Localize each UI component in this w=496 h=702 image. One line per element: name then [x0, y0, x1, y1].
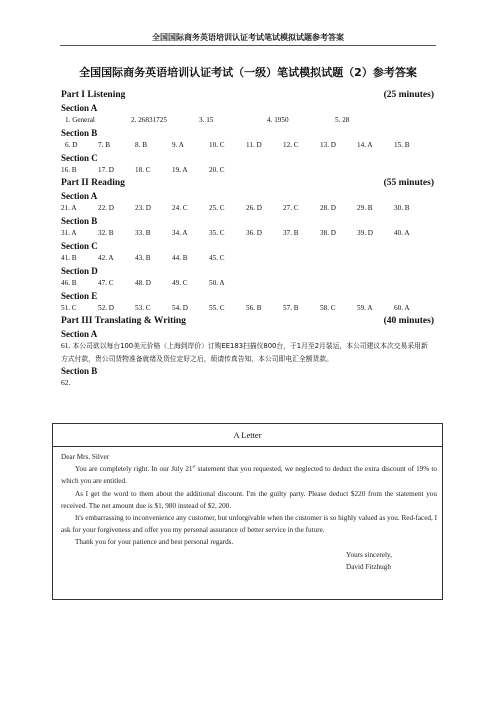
answer-item: 5. 28 [335, 116, 350, 124]
section-heading: Section E [61, 291, 98, 301]
answer-item: 37. B [283, 229, 299, 237]
answer-item: 8. B [135, 141, 147, 149]
answer-item: 20. C [209, 166, 225, 174]
letter-closing: Yours sincerely, [346, 550, 392, 559]
answer-row [61, 114, 434, 127]
answer-row [61, 164, 434, 177]
answer-item: 11. D [246, 141, 262, 149]
answer-item: 22. D [98, 204, 114, 212]
letter-salutation: Dear Mrs. Silver [61, 453, 110, 461]
answer-row [61, 252, 434, 265]
answer-item: 19. A [172, 166, 188, 174]
answer-item: 51. C [61, 304, 77, 312]
letter-paragraph: It's embarrassing to inconvenience any customer, but unforgivable when the customer is so highly valued as you. Red-faced, I ask for your forgiveness and offer you my personal assurance of better service in the future. [61, 514, 437, 535]
part-3-heading [61, 315, 434, 328]
superscript: st [192, 463, 196, 469]
part-3-label: Part III Translating & Writing [61, 316, 186, 326]
document-title: 全国国际商务英语培训认证考试（一级）笔试模拟试题（2）参考答案 [79, 66, 417, 79]
answer-item: 14. A [357, 141, 373, 149]
answer-item: 42. A [98, 254, 114, 262]
part-3-time: (40 minutes) [383, 316, 434, 326]
answer-item: 26. D [246, 204, 262, 212]
answer-item: 40. A [394, 229, 410, 237]
answer-item: 39. D [357, 229, 373, 237]
answer-item: 30. B [394, 204, 410, 212]
section-heading: Section B [61, 366, 98, 376]
letter-title: A Letter [233, 430, 262, 440]
answer-item: 27. C [283, 204, 299, 212]
part-2-label: Part II Reading [61, 178, 125, 188]
letter-text: You are completely right. In our July 21 [75, 465, 193, 474]
answer-row [61, 302, 434, 315]
answer-key [61, 89, 434, 389]
question-number: 61. [61, 341, 71, 350]
answer-item: 47. C [98, 279, 114, 287]
section-heading: Section A [61, 191, 98, 201]
answer-item: 60. A [394, 304, 410, 312]
answer-item: 54. D [172, 304, 188, 312]
section-heading: Section A [61, 329, 98, 339]
answer-item: 6. D [65, 141, 78, 149]
answer-item: 48. D [135, 279, 151, 287]
section-heading: Section A [61, 103, 98, 113]
answer-item: 13. D [320, 141, 336, 149]
answer-item: 52. D [98, 304, 114, 312]
answer-item: 31. A [61, 229, 77, 237]
answer-item: 4. 1950 [267, 116, 289, 124]
answer-item: 17. D [98, 166, 114, 174]
answer-item: 53. C [135, 304, 151, 312]
translation-answer [61, 340, 434, 365]
part-1-heading [61, 89, 434, 102]
answer-item: 58. C [320, 304, 336, 312]
answer-item: 9. A [172, 141, 184, 149]
answer-item: 18. C [135, 166, 151, 174]
answer-item: 50. A [209, 279, 225, 287]
answer-item: 24. C [172, 204, 188, 212]
section-heading: Section B [61, 128, 98, 138]
answer-item: 10. C [209, 141, 225, 149]
answer-item: 43. B [135, 254, 151, 262]
answer-item: 49. C [172, 279, 188, 287]
answer-item: 45. C [209, 254, 225, 262]
answer-item: 12. C [283, 141, 299, 149]
answer-item: 7. B [98, 141, 110, 149]
section-heading: Section D [61, 266, 98, 276]
answer-row [61, 277, 434, 290]
part-1-time: (25 minutes) [383, 90, 434, 100]
answer-item: 35. C [209, 229, 225, 237]
letter-paragraph: Thank you for your patience and best personal regards. [75, 538, 234, 547]
part-2-heading [61, 177, 434, 190]
answer-item: 46. B [61, 279, 77, 287]
translation-text: 本公司欲以每台100美元价格（上海到岸价）订购EE183扫描仪800台，于1月至2月装运，本公司建议本次交易采用新方式付款，贵公司货物准备就绪及货位定好之后，烦请传真告知，本公司即电汇全额货款。 [61, 342, 428, 363]
answer-item: 56. B [246, 304, 262, 312]
answer-item: 23. D [135, 204, 151, 212]
section-heading: Section B [61, 216, 98, 226]
part-2-time: (55 minutes) [383, 178, 434, 188]
letter-body [61, 451, 437, 573]
answer-item: 21. A [61, 204, 77, 212]
letter-title-divider [52, 446, 443, 447]
running-header: 全国国际商务英语培训认证考试笔试模拟试题参考答案 [152, 33, 344, 42]
section-heading: Section C [61, 153, 98, 163]
answer-item: 44. B [172, 254, 188, 262]
answer-item: 38. D [320, 229, 336, 237]
answer-row [61, 227, 434, 240]
answer-item: 25. C [209, 204, 225, 212]
section-heading: Section C [61, 241, 98, 251]
answer-item: 57. B [283, 304, 299, 312]
letter-paragraph [61, 463, 437, 487]
answer-item: 16. B [61, 166, 77, 174]
header-divider [60, 45, 436, 46]
answer-item: 3. 15 [199, 116, 214, 124]
answer-item: 2. 26831725 [131, 116, 167, 124]
answer-item: 28. D [320, 204, 336, 212]
answer-item: 33. B [135, 229, 151, 237]
answer-row [61, 139, 434, 152]
part-1-label: Part I Listening [61, 90, 126, 100]
letter-signature: David Fitzhugh [346, 562, 391, 571]
answer-row [61, 202, 434, 215]
answer-item: 34. A [172, 229, 188, 237]
answer-item: 1. General [65, 116, 95, 124]
answer-item: 32. B [98, 229, 114, 237]
answer-item: 29. B [357, 204, 373, 212]
answer-item: 59. A [357, 304, 373, 312]
answer-item: 36. D [246, 229, 262, 237]
answer-item: 41. B [61, 254, 77, 262]
answer-item: 55. C [209, 304, 225, 312]
answer-item: 15. B [394, 141, 410, 149]
letter-paragraph: As I get the word to them about the additional discount. I'm the guilty party. Please deduct $220 from the statement you received. The net amount due is $1, 980 instead of $2, 200. [61, 489, 437, 510]
question-number: 62. [61, 378, 71, 387]
letter-text: statement that you requested, we neglected to deduct the extra discount of 19% to which you are entitled. [61, 465, 437, 486]
